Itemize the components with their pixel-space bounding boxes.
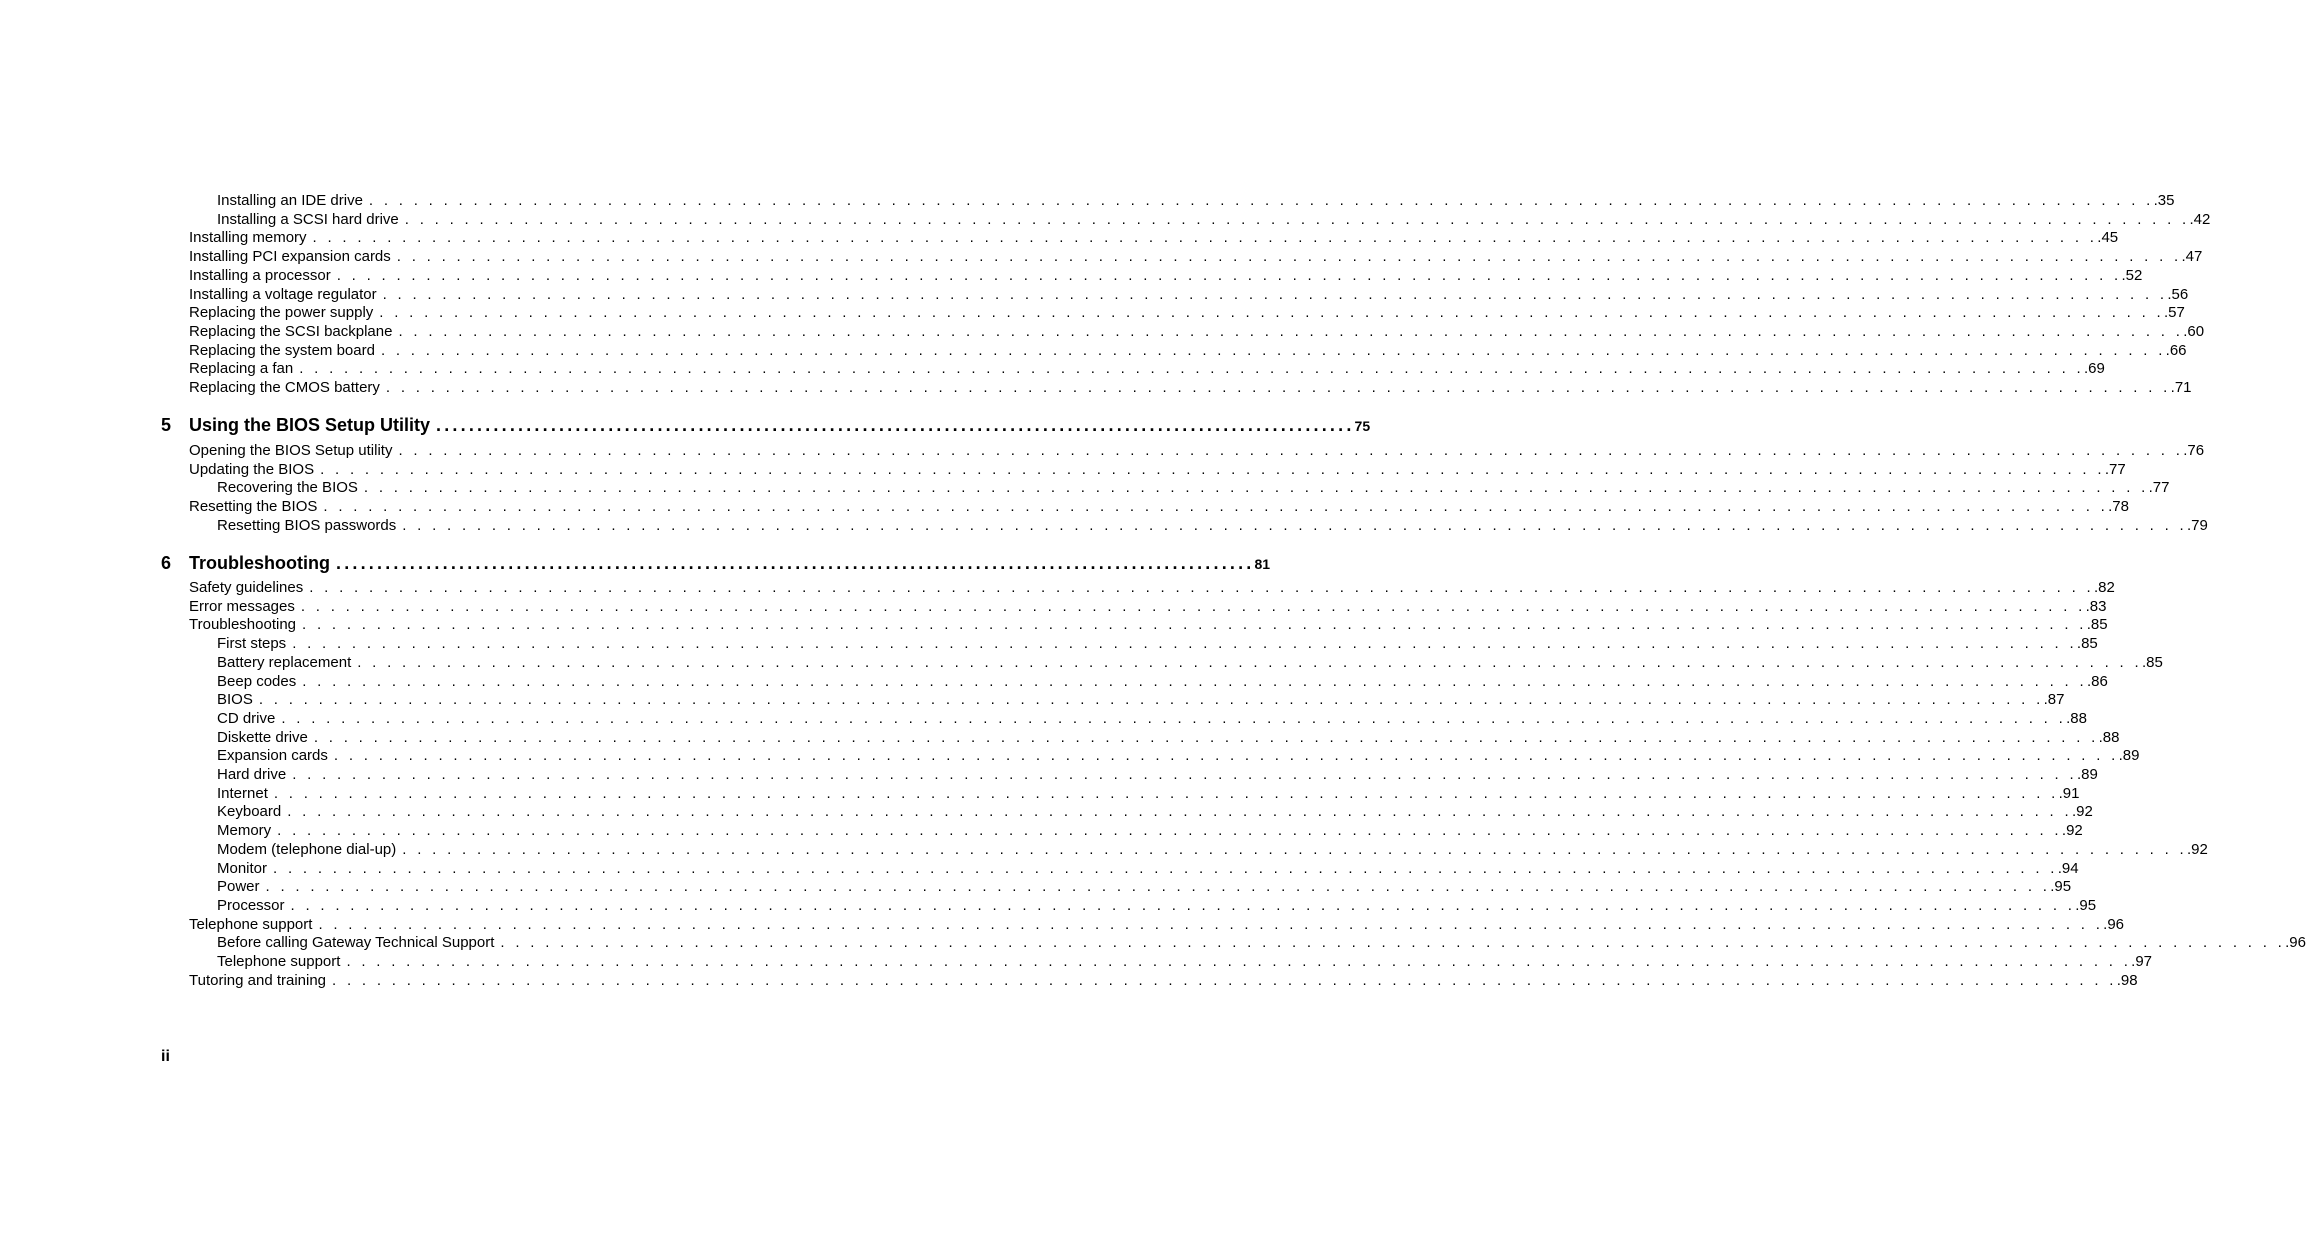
toc-entry[interactable] [189,616,2108,634]
toc-entry-title: Memory [217,822,272,840]
toc-entry[interactable] [189,266,2143,285]
toc-entry-title: Installing a SCSI hard drive [217,210,399,228]
toc-entry[interactable] [189,379,2192,397]
toc-leader-dots: . . . . . . . . . . . . . . . . . . . . . . . . . . . . . . . . . . . . . . . . . . . . . . . . . . . . . . . . . . . . . . . . . . . . . . . . . . . . . . . . . . . . . . . . . . . . . . . . . . . . . . . . . . . . . . . . . . . . . . . . [404,210,2190,228]
toc-entry-page: .88 [2066,709,2087,727]
toc-leader-dots: . . . . . . . . . . . . . . . . . . . . . . . . . . . . . . . . . . . . . . . . . . . . . . . . . . . . . . . . . . . . . . . . . . . . . . . . . . . . . . . . . . . . . . . . . . . . . . . . . . . . . . . . . . . . . . . . . . . . . . . . [302,616,2087,634]
toc-entry[interactable] [189,460,2126,479]
toc-chapter-heading[interactable] [161,552,1271,575]
toc-leader-dots: . . . . . . . . . . . . . . . . . . . . . . . . . . . . . . . . . . . . . . . . . . . . . . . . . . . . . . . . . . . . . . . . . . . . . . . . . . . . . . . . . . . . . . . . . . . . . . . . . . . . . . . . . . . . . . . . . . . . . . . . [333,747,2119,765]
toc-subentry[interactable] [217,934,2306,952]
toc-entry-page: .96 [2103,915,2125,933]
toc-leader-dots: . . . . . . . . . . . . . . . . . . . . . . . . . . . . . . . . . . . . . . . . . . . . . . . . . . . . . . . . . . . . . . . . . . . . . . . . . . . . . . . . . . . . . . . . . . . . . . . . . . . . . . . . . . . . . . . . . . . . . . . . [323,498,2109,516]
toc-entry-title: Resetting BIOS passwords [217,516,397,534]
toc-subentry[interactable] [217,691,2065,709]
toc-entry-title: Replacing a fan [189,360,294,378]
toc-entry-title: Keyboard [217,803,282,821]
toc-leader-dots: ................................................................................................................ [436,415,1355,435]
toc-leader-dots: . . . . . . . . . . . . . . . . . . . . . . . . . . . . . . . . . . . . . . . . . . . . . . . . . . . . . . . . . . . . . . . . . . . . . . . . . . . . . . . . . . . . . . . . . . . . . . . . . . . . . . . . . . . . . . . . . . . . . . . . [302,672,2087,690]
page-number: ii [161,1048,170,1065]
toc-entry-page: .96 [2285,934,2306,952]
toc-entry-title: Resetting the BIOS [189,498,318,516]
toc-entry-page: .92 [2187,840,2208,858]
toc-leader-dots: . . . . . . . . . . . . . . . . . . . . . . . . . . . . . . . . . . . . . . . . . . . . . . . . . . . . . . . . . . . . . . . . . . . . . . . . . . . . . . . . . . . . . . . . . . . . . . . . . . . . . . . . . . . . . . . . . . . . . . . . [309,579,2094,596]
toc-entry-title: Updating the BIOS [189,460,315,478]
toc-leader-dots: . . . . . . . . . . . . . . . . . . . . . . . . . . . . . . . . . . . . . . . . . . . . . . . . . . . . . . . . . . . . . . . . . . . . . . . . . . . . . . . . . . . . . . . . . . . . . . . . . . . . . . . . . . . . . . . . . . . . . . . . [368,192,2154,209]
toc-entry-title: Diskette drive [217,728,308,746]
toc-entry-title: Troubleshooting [189,616,297,634]
toc-entry-page: .47 [2181,248,2203,266]
toc-subentry[interactable] [217,516,2208,535]
toc-entry-title: Before calling Gateway Technical Support [217,934,495,952]
toc-entry-page: .94 [2057,859,2079,877]
toc-entry[interactable] [189,248,2203,266]
toc-leader-dots: . . . . . . . . . . . . . . . . . . . . . . . . . . . . . . . . . . . . . . . . . . . . . . . . . . . . . . . . . . . . . . . . . . . . . . . . . . . . . . . . . . . . . . . . . . . . . . . . . . . . . . . . . . . . . . . . . . . . . . . . [332,971,2117,989]
toc-entry-title: Replacing the CMOS battery [189,379,380,396]
toc-entry-title: Telephone support [189,915,313,933]
toc-subentry[interactable] [217,859,2079,878]
toc-entry-page: .71 [2170,379,2192,396]
toc-entry-title: Opening the BIOS Setup utility [189,442,393,459]
toc-entry-title: First steps [217,635,287,653]
toc-entry-title: Installing an IDE drive [217,192,363,209]
toc-entry-title: Installing a voltage regulator [189,285,377,303]
toc-entry-page: .89 [2118,747,2140,765]
toc-subentry[interactable] [217,210,2211,229]
toc-entry-title: Monitor [217,859,268,877]
toc-entry-page: .56 [2167,285,2189,303]
toc-leader-dots: . . . . . . . . . . . . . . . . . . . . . . . . . . . . . . . . . . . . . . . . . . . . . . . . . . . . . . . . . . . . . . . . . . . . . . . . . . . . . . . . . . . . . . . . . . . . . . . . . . . . . . . . . . . . . . . . . . . . . . . . [277,822,2062,840]
toc-entry-title: Expansion cards [217,747,328,765]
toc-entry-page: .88 [2098,728,2120,746]
toc-leader-dots: . . . . . . . . . . . . . . . . . . . . . . . . . . . . . . . . . . . . . . . . . . . . . . . . . . . . . . . . . . . . . . . . . . . . . . . . . . . . . . . . . . . . . . . . . . . . . . . . . . . . . . . . . . . . . . . . . . . . . . . . [299,360,2084,378]
toc-subentry[interactable] [217,747,2140,765]
toc-entry-page: .66 [2165,341,2187,359]
toc-entry[interactable] [189,915,2125,934]
chapter-page: 75 [1354,418,1371,434]
toc-leader-dots: . . . . . . . . . . . . . . . . . . . . . . . . . . . . . . . . . . . . . . . . . . . . . . . . . . . . . . . . . . . . . . . . . . . . . . . . . . . . . . . . . . . . . . . . . . . . . . . . . . . . . . . . . . . . . . . . . . . . . . . . [398,442,2184,459]
toc-leader-dots: . . . . . . . . . . . . . . . . . . . . . . . . . . . . . . . . . . . . . . . . . . . . . . . . . . . . . . . . . . . . . . . . . . . . . . . . . . . . . . . . . . . . . . . . . . . . . . . . . . . . . . . . . . . . . . . . . . . . . . . . [273,859,2058,877]
toc-entry-page: .42 [2189,210,2211,228]
toc-entry[interactable] [189,498,2129,516]
toc-entry-page: .89 [2076,766,2098,783]
toc-chapter-heading[interactable] [161,414,1371,437]
toc-subentry[interactable] [217,635,2098,653]
toc-entry-title: Recovering the BIOS [217,479,358,497]
toc-leader-dots: . . . . . . . . . . . . . . . . . . . . . . . . . . . . . . . . . . . . . . . . . . . . . . . . . . . . . . . . . . . . . . . . . . . . . . . . . . . . . . . . . . . . . . . . . . . . . . . . . . . . . . . . . . . . . . . . . . . . . . . . [320,460,2105,478]
toc-leader-dots: . . . . . . . . . . . . . . . . . . . . . . . . . . . . . . . . . . . . . . . . . . . . . . . . . . . . . . . . . . . . . . . . . . . . . . . . . . . . . . . . . . . . . . . . . . . . . . . . . . . . . . . . . . . . . . . . . . . . . . . . [379,304,2165,322]
toc-subentry[interactable] [217,822,2083,840]
toc-entry-page: .60 [2183,322,2205,340]
toc-leader-dots: . . . . . . . . . . . . . . . . . . . . . . . . . . . . . . . . . . . . . . . . . . . . . . . . . . . . . . . . . . . . . . . . . . . . . . . . . . . . . . . . . . . . . . . . . . . . . . . . . . . . . . . . . . . . . . . . . . . . . . . . [258,691,2044,709]
toc-leader-dots: . . . . . . . . . . . . . . . . . . . . . . . . . . . . . . . . . . . . . . . . . . . . . . . . . . . . . . . . . . . . . . . . . . . . . . . . . . . . . . . . . . . . . . . . . . . . . . . . . . . . . . . . . . . . . . . . . . . . . . . . [336,266,2122,284]
toc-leader-dots: . . . . . . . . . . . . . . . . . . . . . . . . . . . . . . . . . . . . . . . . . . . . . . . . . . . . . . . . . . . . . . . . . . . . . . . . . . . . . . . . . . . . . . . . . . . . . . . . . . . . . . . . . . . . . . . . . . . . . . . . [300,597,2086,615]
toc-leader-dots: . . . . . . . . . . . . . . . . . . . . . . . . . . . . . . . . . . . . . . . . . . . . . . . . . . . . . . . . . . . . . . . . . . . . . . . . . . . . . . . . . . . . . . . . . . . . . . . . . . . . . . . . . . . . . . . . . . . . . . . . [273,784,2059,802]
toc-leader-dots: . . . . . . . . . . . . . . . . . . . . . . . . . . . . . . . . . . . . . . . . . . . . . . . . . . . . . . . . . . . . . . . . . . . . . . . . . . . . . . . . . . . . . . . . . . . . . . . . . . . . . . . . . . . . . . . . . . . . . . . . [380,341,2166,359]
toc-subentry[interactable] [217,479,2170,497]
toc-subentry[interactable] [217,672,2108,691]
toc-subentry[interactable] [217,766,2098,784]
toc-entry-page: .92 [2071,803,2093,821]
toc-entry-title: Internet [217,784,268,802]
toc-entry-title: Replacing the SCSI backplane [189,322,393,340]
toc-entry-page: .92 [2061,822,2083,840]
toc-subentry[interactable] [217,653,2163,672]
chapter-title: Troubleshooting [189,553,330,573]
toc-entry-page: .86 [2086,672,2108,690]
toc-leader-dots: . . . . . . . . . . . . . . . . . . . . . . . . . . . . . . . . . . . . . . . . . . . . . . . . . . . . . . . . . . . . . . . . . . . . . . . . . . . . . . . . . . . . . . . . . . . . . . . . . . . . . . . . . . . . . . . . . . . . . . . . [346,953,2132,970]
toc-entry[interactable] [189,341,2187,360]
toc-subentry[interactable] [217,896,2097,915]
toc-entry[interactable] [189,597,2107,616]
toc-entry-page: .52 [2121,266,2143,284]
toc-entry-page: .76 [2183,442,2205,459]
toc-entry-title: Replacing the system board [189,341,375,359]
toc-entry[interactable] [189,971,2138,990]
toc-leader-dots: . . . . . . . . . . . . . . . . . . . . . . . . . . . . . . . . . . . . . . . . . . . . . . . . . . . . . . . . . . . . . . . . . . . . . . . . . . . . . . . . . . . . . . . . . . . . . . . . . . . . . . . . . . . . . . . . . . . . . . . . [385,379,2171,396]
toc-entry[interactable] [189,442,2205,460]
toc-entry-title: Installing PCI expansion cards [189,248,391,266]
toc-entry-page: .78 [2108,498,2129,516]
toc-leader-dots: . . . . . . . . . . . . . . . . . . . . . . . . . . . . . . . . . . . . . . . . . . . . . . . . . . . . . . . . . . . . . . . . . . . . . . . . . . . . . . . . . . . . . . . . . . . . . . . . . . . . . . . . . . . . . . . . . . . . . . . . [382,285,2168,303]
toc-subentry[interactable] [217,192,2175,210]
toc-leader-dots: . . . . . . . . . . . . . . . . . . . . . . . . . . . . . . . . . . . . . . . . . . . . . . . . . . . . . . . . . . . . . . . . . . . . . . . . . . . . . . . . . . . . . . . . . . . . . . . . . . . . . . . . . . . . . . . . . . . . . . . . [292,766,2077,783]
toc-leader-dots: . . . . . . . . . . . . . . . . . . . . . . . . . . . . . . . . . . . . . . . . . . . . . . . . . . . . . . . . . . . . . . . . . . . . . . . . . . . . . . . . . . . . . . . . . . . . . . . . . . . . . . . . . . . . . . . . . . . . . . . . [398,322,2184,340]
toc-leader-dots: . . . . . . . . . . . . . . . . . . . . . . . . . . . . . . . . . . . . . . . . . . . . . . . . . . . . . . . . . . . . . . . . . . . . . . . . . . . . . . . . . . . . . . . . . . . . . . . . . . . . . . . . . . . . . . . . . . . . . . . . [363,479,2149,497]
toc-entry-page: .91 [2058,784,2080,802]
toc-leader-dots: . . . . . . . . . . . . . . . . . . . . . . . . . . . . . . . . . . . . . . . . . . . . . . . . . . . . . . . . . . . . . . . . . . . . . . . . . . . . . . . . . . . . . . . . . . . . . . . . . . . . . . . . . . . . . . . . . . . . . . . . [402,516,2187,534]
toc-entry-page: .57 [2164,304,2185,322]
toc-entry-page: .95 [2075,896,2097,914]
toc-entry-title: Safety guidelines [189,579,304,596]
toc-entry[interactable] [189,229,2119,247]
toc-entry-page: .79 [2186,516,2208,534]
toc-entry-title: Telephone support [217,953,341,970]
toc-entry-title: CD drive [217,709,276,727]
toc-leader-dots: . . . . . . . . . . . . . . . . . . . . . . . . . . . . . . . . . . . . . . . . . . . . . . . . . . . . . . . . . . . . . . . . . . . . . . . . . . . . . . . . . . . . . . . . . . . . . . . . . . . . . . . . . . . . . . . . . . . . . . . . [290,896,2076,914]
toc-subentry[interactable] [217,878,2072,896]
toc-leader-dots: . . . . . . . . . . . . . . . . . . . . . . . . . . . . . . . . . . . . . . . . . . . . . . . . . . . . . . . . . . . . . . . . . . . . . . . . . . . . . . . . . . . . . . . . . . . . . . . . . . . . . . . . . . . . . . . . . . . . . . . . [357,653,2142,671]
toc-entry[interactable] [189,322,2205,341]
toc-leader-dots: . . . . . . . . . . . . . . . . . . . . . . . . . . . . . . . . . . . . . . . . . . . . . . . . . . . . . . . . . . . . . . . . . . . . . . . . . . . . . . . . . . . . . . . . . . . . . . . . . . . . . . . . . . . . . . . . . . . . . . . . [402,840,2188,858]
toc-leader-dots: . . . . . . . . . . . . . . . . . . . . . . . . . . . . . . . . . . . . . . . . . . . . . . . . . . . . . . . . . . . . . . . . . . . . . . . . . . . . . . . . . . . . . . . . . . . . . . . . . . . . . . . . . . . . . . . . . . . . . . . . [281,709,2067,727]
toc-entry-page: .95 [2050,878,2072,896]
toc-leader-dots: . . . . . . . . . . . . . . . . . . . . . . . . . . . . . . . . . . . . . . . . . . . . . . . . . . . . . . . . . . . . . . . . . . . . . . . . . . . . . . . . . . . . . . . . . . . . . . . . . . . . . . . . . . . . . . . . . . . . . . . . [500,934,2286,952]
toc-entry-page: .35 [2153,192,2175,209]
toc-entry-title: BIOS [217,691,253,709]
toc-entry-title: Installing memory [189,229,307,247]
toc-entry-page: .69 [2083,360,2105,378]
toc-subentry[interactable] [217,953,2153,971]
toc-subentry[interactable] [217,709,2087,728]
toc-entry-title: Battery replacement [217,653,352,671]
toc-subentry[interactable] [217,840,2208,859]
toc-leader-dots: . . . . . . . . . . . . . . . . . . . . . . . . . . . . . . . . . . . . . . . . . . . . . . . . . . . . . . . . . . . . . . . . . . . . . . . . . . . . . . . . . . . . . . . . . . . . . . . . . . . . . . . . . . . . . . . . . . . . . . . . [265,878,2051,896]
toc-entry-page: .85 [2141,653,2163,671]
chapter-number: 6 [161,553,172,573]
toc-entry-title: Error messages [189,597,295,615]
toc-entry-title: Hard drive [217,766,287,783]
toc-entry-page: .83 [2085,597,2107,615]
toc-subentry[interactable] [217,803,2093,821]
toc-entry[interactable] [189,285,2189,304]
toc-subentry[interactable] [217,728,2120,747]
toc-subentry[interactable] [217,784,2080,803]
toc-entry-title: Beep codes [217,672,297,690]
toc-leader-dots: ................................................................................................................ [336,553,1255,573]
toc-entry-page: .85 [2076,635,2098,653]
toc-entry-page: .82 [2093,579,2115,596]
toc-entry-page: .77 [2104,460,2126,478]
toc-leader-dots: . . . . . . . . . . . . . . . . . . . . . . . . . . . . . . . . . . . . . . . . . . . . . . . . . . . . . . . . . . . . . . . . . . . . . . . . . . . . . . . . . . . . . . . . . . . . . . . . . . . . . . . . . . . . . . . . . . . . . . . . [396,248,2182,266]
toc-entry-page: .77 [2148,479,2170,497]
toc-entry-title: Processor [217,896,285,914]
toc-entry-page: .97 [2131,953,2153,970]
toc-entry-title: Replacing the power supply [189,304,374,322]
toc-entry[interactable] [189,360,2105,378]
toc-entry-title: Modem (telephone dial-up) [217,840,397,858]
toc-leader-dots: . . . . . . . . . . . . . . . . . . . . . . . . . . . . . . . . . . . . . . . . . . . . . . . . . . . . . . . . . . . . . . . . . . . . . . . . . . . . . . . . . . . . . . . . . . . . . . . . . . . . . . . . . . . . . . . . . . . . . . . . [313,728,2099,746]
toc-entry-title: Tutoring and training [189,971,327,989]
toc-entry-page: .98 [2116,971,2138,989]
toc-entry-page: .85 [2086,616,2108,634]
chapter-number: 5 [161,415,172,435]
toc-leader-dots: . . . . . . . . . . . . . . . . . . . . . . . . . . . . . . . . . . . . . . . . . . . . . . . . . . . . . . . . . . . . . . . . . . . . . . . . . . . . . . . . . . . . . . . . . . . . . . . . . . . . . . . . . . . . . . . . . . . . . . . . [292,635,2077,653]
chapter-title: Using the BIOS Setup Utility [189,415,431,435]
toc-entry-title: Installing a processor [189,266,331,284]
toc-leader-dots: . . . . . . . . . . . . . . . . . . . . . . . . . . . . . . . . . . . . . . . . . . . . . . . . . . . . . . . . . . . . . . . . . . . . . . . . . . . . . . . . . . . . . . . . . . . . . . . . . . . . . . . . . . . . . . . . . . . . . . . . [318,915,2104,933]
toc-leader-dots: . . . . . . . . . . . . . . . . . . . . . . . . . . . . . . . . . . . . . . . . . . . . . . . . . . . . . . . . . . . . . . . . . . . . . . . . . . . . . . . . . . . . . . . . . . . . . . . . . . . . . . . . . . . . . . . . . . . . . . . . [287,803,2072,821]
toc-entry[interactable] [189,579,2115,597]
toc-entry[interactable] [189,304,2185,322]
toc-entry-page: .45 [2097,229,2119,247]
toc-entry-page: .87 [2043,691,2065,709]
toc-leader-dots: . . . . . . . . . . . . . . . . . . . . . . . . . . . . . . . . . . . . . . . . . . . . . . . . . . . . . . . . . . . . . . . . . . . . . . . . . . . . . . . . . . . . . . . . . . . . . . . . . . . . . . . . . . . . . . . . . . . . . . . . [312,229,2098,247]
toc-entry-title: Power [217,878,260,896]
chapter-page: 81 [1254,556,1271,572]
